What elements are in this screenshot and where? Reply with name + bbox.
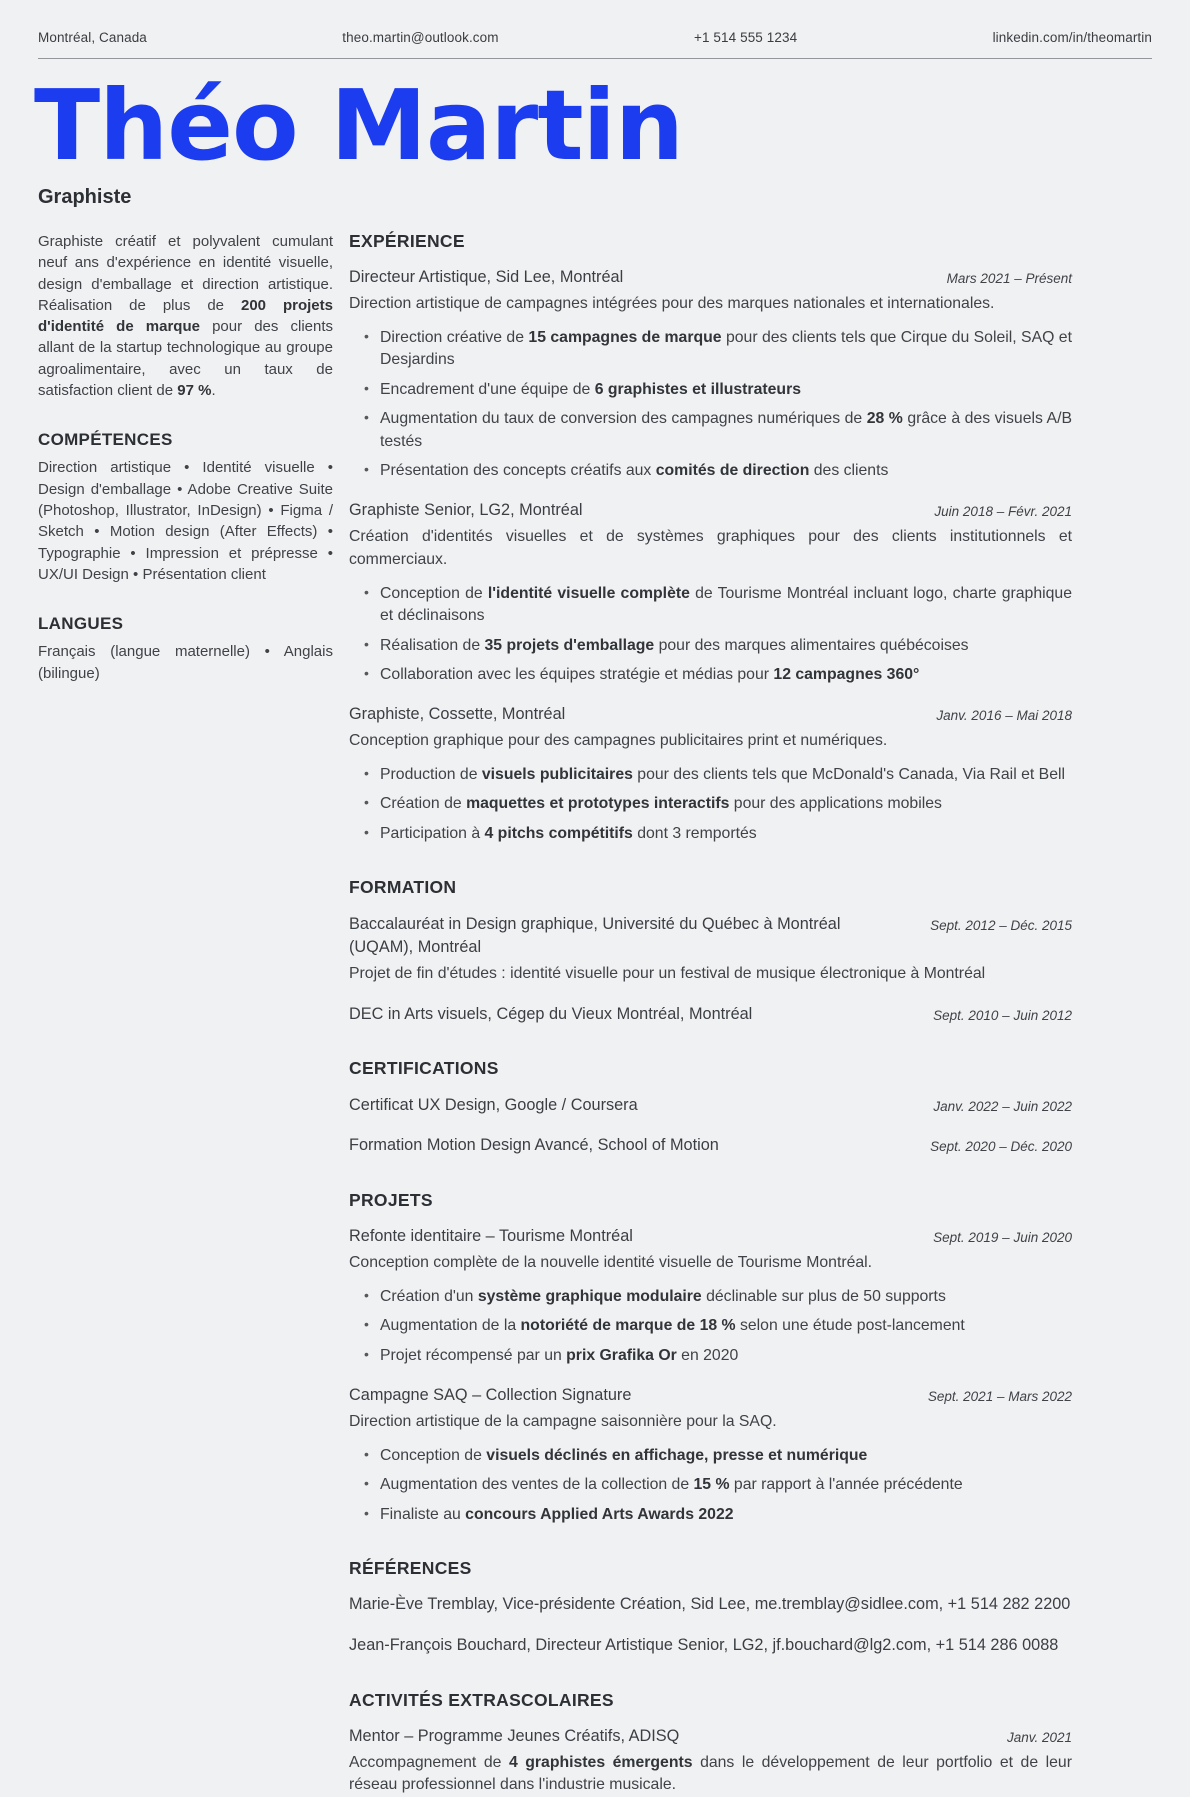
entry-description: Conception graphique pour des campagnes publicitaires print et numériques.	[349, 732, 888, 750]
section-title: PROJETS	[349, 1190, 433, 1210]
section-title: EXPÉRIENCE	[349, 230, 465, 251]
bullet-item: • Collaboration avec les équipes stratégie et médias pour 12 campagnes 360°	[380, 664, 1072, 686]
bullet-item: • Réalisation de 35 projets d'emballage pour des marques alimentaires québécoises	[380, 635, 1072, 657]
entry-bullets	[349, 764, 1072, 845]
entry-title: Mentor – Programme Jeunes Créatifs, ADISQ	[349, 1726, 680, 1745]
header-divider	[38, 58, 1152, 59]
resume-section	[349, 1556, 1072, 1658]
entry-title: Marie-Ève Tremblay, Vice-présidente Création, Sid Lee, me.tremblay@sidlee.com, +1 514 282 2200	[349, 1595, 1071, 1614]
section-entries	[349, 1225, 1072, 1526]
section-entries	[349, 1593, 1072, 1657]
entry-title: Campagne SAQ – Collection Signature	[349, 1386, 632, 1405]
bullet-item: • Finaliste au concours Applied Arts Awards 2022	[380, 1504, 1072, 1526]
contact-bar	[0, 0, 1190, 58]
bullet-item: • Présentation des concepts créatifs aux comités de direction des clients	[380, 460, 1072, 482]
bullet-item: • Création d'un système graphique modulaire déclinable sur plus de 50 supports	[380, 1286, 1072, 1308]
contact-email: theo.martin@outlook.com	[342, 30, 499, 45]
entry-title: Jean-François Bouchard, Directeur Artistique Senior, LG2, jf.bouchard@lg2.com, +1 514 286 0088	[349, 1635, 1059, 1654]
bullet-item: • Conception de l'identité visuelle complète de Tourisme Montréal incluant logo, charte graphique et déclinaisons	[380, 583, 1072, 628]
entry-description: Accompagnement de 4 graphistes émergents dans le développement de leur portfolio et de leur réseau professionnel dans l'industrie musicale.	[349, 1753, 1072, 1794]
entry-date: Juin 2018 – Févr. 2021	[934, 504, 1072, 520]
resume-entry	[349, 266, 1072, 482]
entry-title: DEC in Arts visuels, Cégep du Vieux Montréal, Montréal	[349, 1004, 753, 1023]
resume-entry	[349, 1225, 1072, 1367]
entry-bullets	[349, 1286, 1072, 1367]
contact-phone: +1 514 555 1234	[693, 30, 798, 45]
entry-description: Direction artistique de la campagne saisonnière pour la SAQ.	[349, 1412, 777, 1430]
bullet-item: • Production de visuels publicitaires pour des clients tels que McDonald's Canada, Via Rail et Bell	[380, 764, 1072, 786]
bullet-item: • Participation à 4 pitchs compétitifs dont 3 remportés	[380, 823, 1072, 845]
entry-title: Directeur Artistique, Sid Lee, Montréal	[349, 268, 624, 287]
entry-description: Projet de fin d'études : identité visuelle pour un festival de musique électronique à Montréal	[349, 964, 986, 982]
resume-entry	[349, 1384, 1072, 1526]
resume-entry	[349, 1003, 1072, 1027]
entry-header	[349, 266, 1072, 290]
entry-date: Janv. 2016 – Mai 2018	[936, 708, 1072, 724]
resume-entry	[349, 1094, 1072, 1118]
section-title: RÉFÉRENCES	[349, 1557, 472, 1578]
resume-entry	[349, 1593, 1072, 1617]
sidebar-column	[38, 229, 333, 1797]
entry-header	[349, 1134, 1072, 1158]
section-entries	[349, 1725, 1072, 1797]
entry-title: Refonte identitaire – Tourisme Montréal	[349, 1227, 633, 1246]
languages-list: Français (langue maternelle) • Anglais (bilingue)	[38, 643, 333, 682]
profile-summary: Graphiste créatif et polyvalent cumulant neuf ans d'expérience en identité visuelle, design d'emballage et direction artistique. Réalisation de plus de 200 projets d'identité de marque pour des clients allant de la startup technologique au groupe agroalimentaire, avec un taux de satisfaction client de 97 %.	[38, 232, 333, 400]
contact-linkedin: linkedin.com/in/theomartin	[992, 30, 1152, 45]
resume-entry	[349, 913, 1072, 986]
entry-title: Baccalauréat in Design graphique, Université du Québec à Montréal (UQAM), Montréal	[349, 914, 841, 957]
entry-title: Graphiste Senior, LG2, Montréal	[349, 501, 583, 520]
bullet-item: • Création de maquettes et prototypes interactifs pour des applications mobiles	[380, 793, 1072, 815]
entry-bullets	[349, 583, 1072, 687]
resume-entry	[349, 703, 1072, 845]
entry-date: Sept. 2019 – Juin 2020	[933, 1230, 1072, 1246]
section-title: FORMATION	[349, 877, 457, 898]
bullet-item: • Direction créative de 15 campagnes de marque pour des clients tels que Cirque du Soleil, SAQ et Desjardins	[380, 327, 1072, 372]
candidate-job-title: Graphiste	[38, 185, 132, 208]
contact-location: Montréal, Canada	[38, 30, 147, 45]
entry-header	[349, 1384, 1072, 1408]
bullet-item: • Augmentation des ventes de la collection de 15 % par rapport à l'année précédente	[380, 1474, 1072, 1496]
entry-title: Certificat UX Design, Google / Coursera	[349, 1095, 638, 1114]
entry-header	[349, 913, 1072, 960]
resume-section	[349, 875, 1072, 1026]
languages-heading: LANGUES	[38, 614, 124, 634]
resume-section	[349, 1688, 1072, 1797]
section-title: ACTIVITÉS EXTRASCOLAIRES	[349, 1689, 614, 1710]
bullet-item: • Encadrement d'une équipe de 6 graphistes et illustrateurs	[380, 379, 1072, 401]
resume-entry	[349, 1725, 1072, 1797]
entry-date: Sept. 2021 – Mars 2022	[927, 1389, 1072, 1405]
entry-description: Création d'identités visuelles et de systèmes graphiques pour des clients institutionnels et commerciaux.	[349, 527, 1072, 568]
entry-header	[349, 1225, 1072, 1249]
entry-date: Sept. 2020 – Déc. 2020	[930, 1139, 1072, 1155]
entry-bullets	[349, 1445, 1072, 1526]
resume-section	[349, 1056, 1072, 1158]
skills-list: Direction artistique • Identité visuelle • Design d'emballage • Adobe Creative Suite (Photoshop, Illustrator, InDesign) • Figma / Sketch • Motion design (After Effects) • Typographie • Impression et prépresse • UX/UI Design • Présentation client	[38, 459, 333, 583]
section-entries	[349, 266, 1072, 845]
main-column	[349, 229, 1072, 1797]
entry-bullets	[349, 327, 1072, 483]
resume-section	[349, 229, 1072, 845]
entry-header	[349, 1593, 1072, 1617]
resume-entry	[349, 499, 1072, 686]
entry-header	[349, 1003, 1072, 1027]
entry-description: Direction artistique de campagnes intégrées pour des marques nationales et internationales.	[349, 294, 995, 312]
entry-title: Graphiste, Cossette, Montréal	[349, 705, 566, 724]
entry-date: Sept. 2012 – Déc. 2015	[930, 917, 1072, 933]
bullet-item: • Augmentation du taux de conversion des campagnes numériques de 28 % grâce à des visuels A/B testés	[380, 408, 1072, 453]
entry-date: Sept. 2010 – Juin 2012	[933, 1007, 1072, 1023]
section-entries	[349, 913, 1072, 1027]
entry-date: Janv. 2021	[1006, 1729, 1072, 1745]
entry-title: Formation Motion Design Avancé, School of Motion	[349, 1136, 719, 1155]
section-entries	[349, 1094, 1072, 1158]
entry-header	[349, 499, 1072, 523]
bullet-item: • Augmentation de la notoriété de marque de 18 % selon une étude post-lancement	[380, 1315, 1072, 1337]
resume-section	[349, 1188, 1072, 1526]
bullet-item: • Conception de visuels déclinés en affichage, presse et numérique	[380, 1445, 1072, 1467]
section-title: CERTIFICATIONS	[349, 1058, 499, 1079]
content-columns	[0, 209, 1190, 1797]
entry-header	[349, 1094, 1072, 1118]
entry-header	[349, 1634, 1072, 1658]
entry-description: Conception complète de la nouvelle identité visuelle de Tourisme Montréal.	[349, 1254, 873, 1271]
resume-entry	[349, 1634, 1072, 1658]
resume-entry	[349, 1134, 1072, 1158]
entry-date: Mars 2021 – Présent	[946, 271, 1072, 287]
entry-header	[349, 703, 1072, 727]
bullet-item: • Projet récompensé par un prix Grafika Or en 2020	[380, 1345, 1072, 1367]
skills-heading: COMPÉTENCES	[38, 430, 173, 450]
entry-date: Janv. 2022 – Juin 2022	[933, 1098, 1072, 1114]
candidate-name: Théo Martin	[34, 69, 683, 182]
entry-header	[349, 1725, 1072, 1749]
